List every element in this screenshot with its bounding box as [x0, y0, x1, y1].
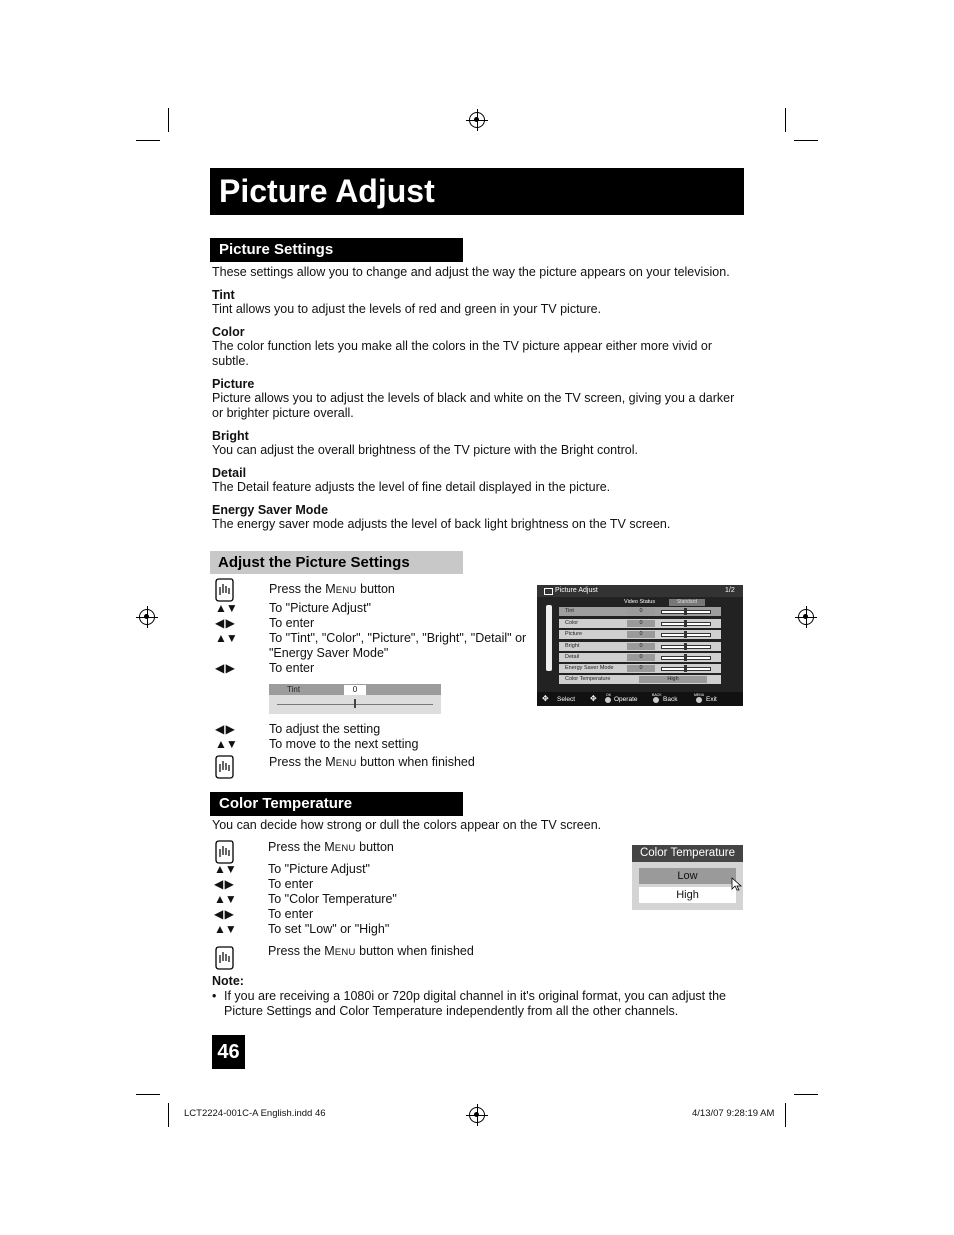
registration-mark-icon	[469, 112, 485, 128]
up-down-arrow-icon: ▲▼	[215, 601, 237, 615]
step-text: To "Picture Adjust"	[268, 862, 370, 876]
step-text: "Energy Saver Mode"	[269, 646, 389, 660]
up-down-arrow-icon: ▲▼	[215, 631, 237, 645]
footer-operate: Operate	[614, 696, 638, 703]
setting-desc-energy-saver: The energy saver mode adjusts the level of back light brightness on the TV screen.	[212, 517, 671, 531]
tv-menu-row[interactable]: Picture 0	[559, 630, 721, 639]
color-temp-title: Color Temperature	[632, 845, 743, 862]
remote-hand-icon	[213, 840, 235, 864]
setting-desc-tint: Tint allows you to adjust the levels of red and green in your TV picture.	[212, 302, 602, 316]
up-down-arrow-icon: ▲▼	[215, 737, 237, 751]
step-text: To "Picture Adjust"	[269, 601, 371, 615]
setting-desc-picture-line1: Picture allows you to adjust the levels of black and white on the TV screen, giving you a darker	[212, 391, 735, 405]
back-button-icon	[653, 697, 659, 703]
exit-button-icon	[696, 697, 702, 703]
step-text: To set "Low" or "High"	[268, 922, 390, 936]
remote-hand-icon	[213, 578, 235, 602]
ok-label: OK	[606, 693, 612, 697]
left-right-arrow-icon: ◀ ▶	[214, 907, 233, 921]
intro-text: You can decide how strong or dull the colors appear on the TV screen.	[212, 818, 602, 832]
tv-menu-title: Picture Adjust	[555, 587, 598, 594]
crop-mark	[136, 140, 160, 141]
note-line2: Picture Settings and Color Temperature independently from all the other channels.	[224, 1004, 679, 1018]
step-press-menu-finished: Press the MENU button when finished	[268, 944, 474, 958]
step-text: To "Tint", "Color", "Picture", "Bright", "Detail" or	[269, 631, 527, 645]
tv-menu-row[interactable]: Color Temperature High	[559, 675, 721, 684]
setting-desc-detail: The Detail feature adjusts the level of fine detail displayed in the picture.	[212, 480, 611, 494]
remote-hand-icon	[213, 946, 235, 970]
page-number: 46	[212, 1035, 245, 1069]
crop-mark	[794, 1094, 818, 1095]
tint-slider-handle	[354, 699, 356, 708]
setting-name-tint: Tint	[212, 288, 235, 302]
setting-desc-bright: You can adjust the overall brightness of the TV picture with the Bright control.	[212, 443, 638, 457]
footer-back: Back	[663, 696, 678, 703]
registration-mark-icon	[798, 609, 814, 625]
step-press-menu-finished: Press the MENU button when finished	[269, 755, 475, 769]
up-down-arrow-icon: ▲▼	[214, 922, 236, 936]
tint-slider-box	[269, 684, 441, 714]
footer-exit: Exit	[706, 696, 717, 703]
section-heading-picture-settings: Picture Settings	[210, 238, 463, 262]
crop-mark	[168, 108, 169, 132]
tv-menu-row[interactable]: Detail 0	[559, 653, 721, 662]
setting-desc-color-line1: The color function lets you make all the colors in the TV picture appear either more vivid or	[212, 339, 713, 353]
menu-icon	[544, 588, 553, 595]
tv-menu-row[interactable]: Bright 0	[559, 642, 721, 651]
up-down-arrow-icon: ▲▼	[214, 892, 236, 906]
video-status-label: Video Status	[624, 599, 656, 605]
crop-mark	[785, 1103, 786, 1127]
scrollbar[interactable]	[546, 605, 552, 671]
setting-desc-picture-line2: or brighter picture overall.	[212, 406, 354, 420]
page-title: Picture Adjust	[210, 168, 744, 215]
setting-name-picture: Picture	[212, 377, 255, 391]
remote-hand-icon	[213, 755, 235, 779]
step-press-menu: Press the MENU button	[269, 582, 395, 596]
registration-mark-icon	[469, 1107, 485, 1123]
step-text: To adjust the setting	[269, 722, 381, 736]
section-heading-adjust: Adjust the Picture Settings	[210, 551, 463, 574]
note-bullet: •	[212, 989, 217, 1003]
select-icon: ✥	[542, 694, 549, 703]
left-right-arrow-icon: ◀ ▶	[215, 722, 234, 736]
tv-menu-page: 1/2	[725, 587, 735, 594]
crop-mark	[785, 108, 786, 132]
left-right-arrow-icon: ◀ ▶	[214, 877, 233, 891]
setting-name-color: Color	[212, 325, 245, 339]
setting-name-energy-saver: Energy Saver Mode	[212, 503, 329, 517]
tv-menu-row[interactable]: Energy Saver Mode 0	[559, 664, 721, 673]
step-text: To enter	[269, 616, 315, 630]
crop-mark	[168, 1103, 169, 1127]
step-text: To "Color Temperature"	[268, 892, 397, 906]
color-temperature-menu	[632, 845, 743, 910]
tint-value: 0	[344, 685, 366, 695]
setting-desc-color-line2: subtle.	[212, 354, 249, 368]
footer-file: LCT2224-001C-A English.indd 46	[184, 1108, 326, 1119]
tint-label: Tint	[287, 685, 301, 694]
tv-menu-row[interactable]: Color 0	[559, 619, 721, 628]
registration-mark-icon	[139, 609, 155, 625]
section-heading-color-temp: Color Temperature	[210, 792, 463, 816]
tv-picture-adjust-menu	[537, 585, 743, 706]
step-text: To enter	[268, 907, 314, 921]
intro-text: These settings allow you to change and adjust the way the picture appears on your television.	[212, 265, 730, 279]
back-label: BACK	[652, 693, 662, 697]
note-label: Note:	[212, 974, 244, 988]
tv-menu-row[interactable]: Tint 0	[559, 607, 721, 616]
crop-mark	[794, 140, 818, 141]
left-right-arrow-icon: ◀ ▶	[215, 661, 234, 675]
menu-label: MENU	[694, 693, 705, 697]
step-text: To enter	[268, 877, 314, 891]
step-press-menu: Press the MENU button	[268, 840, 394, 854]
crop-mark	[136, 1094, 160, 1095]
footer-date: 4/13/07 9:28:19 AM	[692, 1108, 775, 1119]
step-text: To move to the next setting	[269, 737, 419, 751]
cursor-icon	[731, 877, 743, 891]
footer-select: Select	[557, 696, 576, 703]
option-low[interactable]: Low	[639, 868, 736, 884]
video-status-value: Standard	[669, 599, 705, 606]
step-text: To enter	[269, 661, 315, 675]
ok-button-icon	[605, 697, 611, 703]
up-down-arrow-icon: ▲▼	[214, 862, 236, 876]
note-line1: If you are receiving a 1080i or 720p digital channel in it's original format, you can adjust the	[224, 989, 726, 1003]
left-right-arrow-icon: ◀ ▶	[215, 616, 234, 630]
option-high[interactable]: High	[639, 887, 736, 903]
setting-name-detail: Detail	[212, 466, 247, 480]
operate-icon: ✥	[590, 694, 597, 703]
setting-name-bright: Bright	[212, 429, 249, 443]
